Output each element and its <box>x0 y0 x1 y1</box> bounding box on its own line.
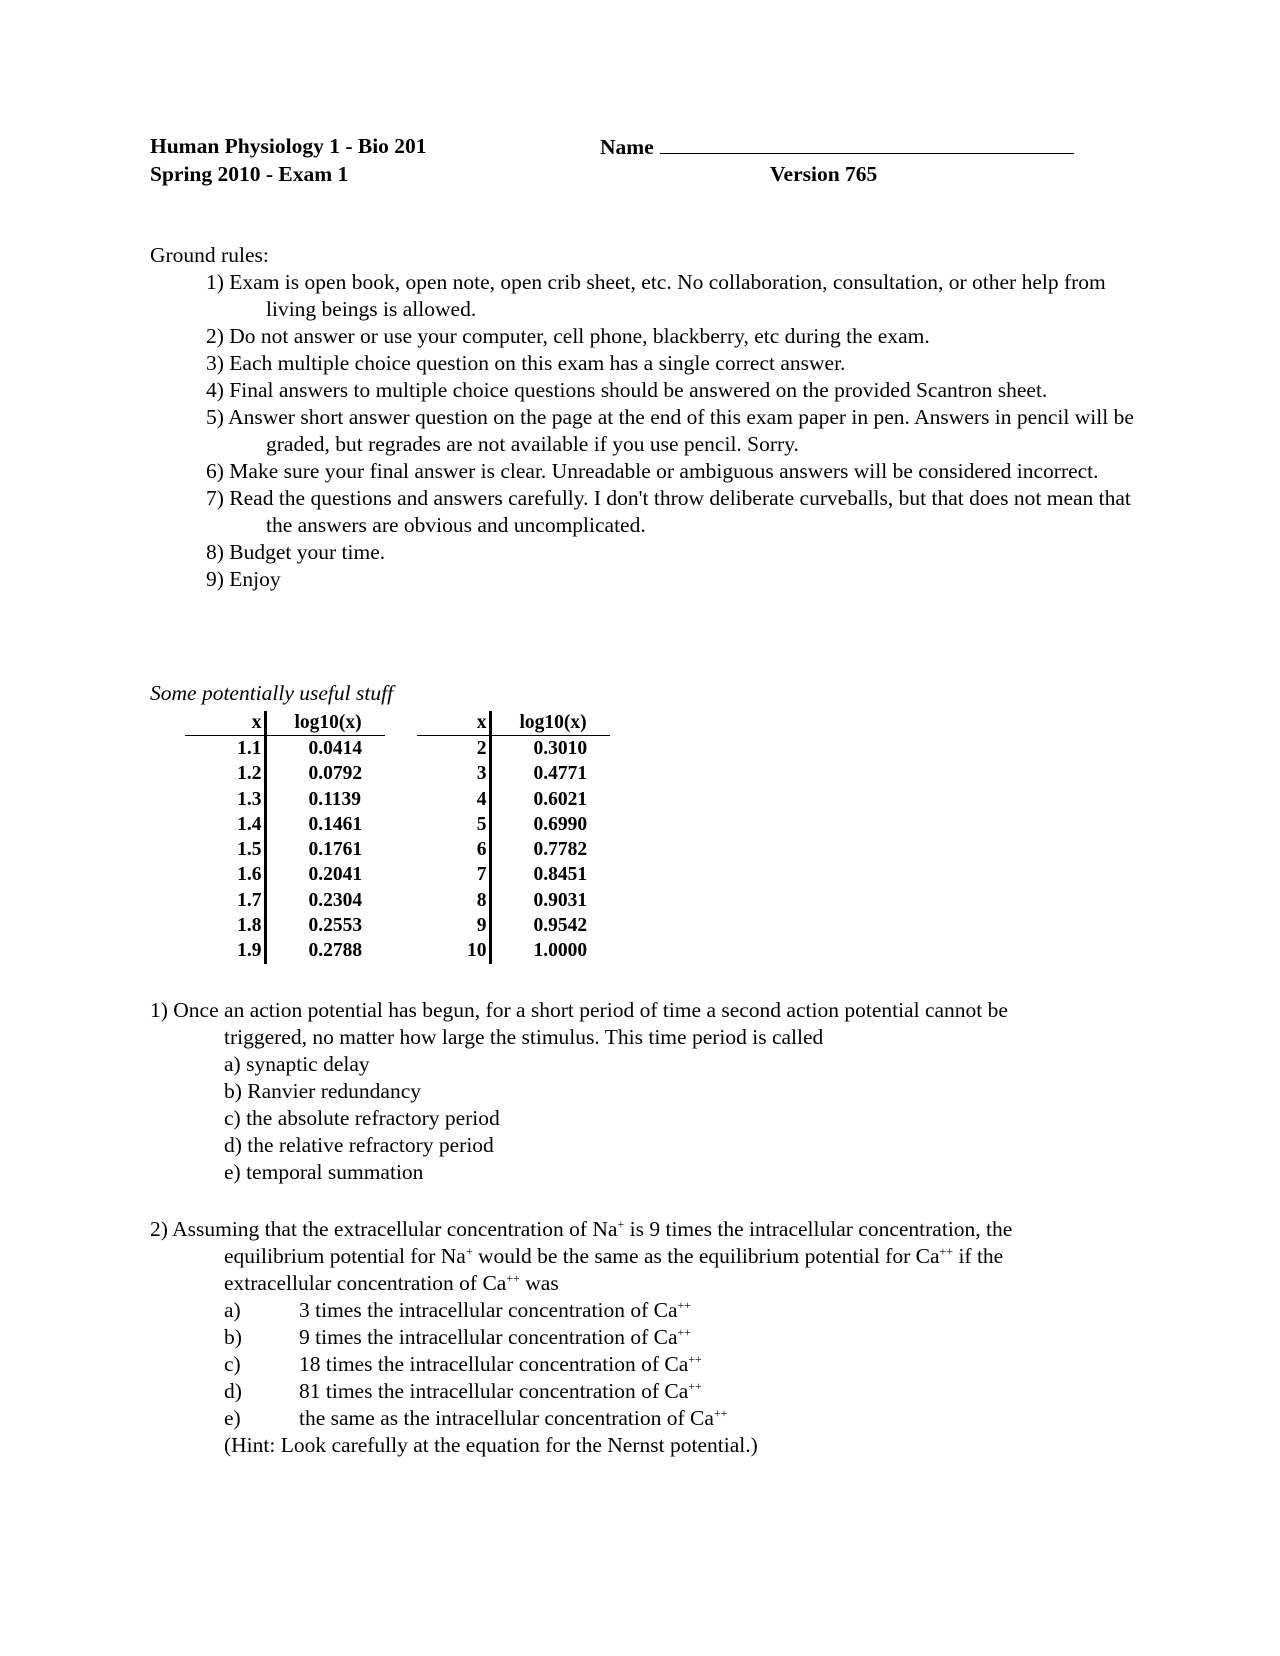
question-2-hint: (Hint: Look carefully at the equation for the Nernst potential.) <box>224 1433 758 1457</box>
course-title: Human Physiology 1 - Bio 201 <box>150 134 427 158</box>
log-table-row <box>417 837 610 862</box>
x-value: 1.3 <box>185 787 265 812</box>
log-table-2 <box>417 711 610 964</box>
rule-2: 2) Do not answer or use your computer, cell phone, blackberry, etc during the exam. <box>206 324 930 348</box>
x-value: 1.2 <box>185 761 265 786</box>
x-value: 8 <box>417 888 490 913</box>
log-table-row <box>417 862 610 887</box>
question-2-option-a: a) 3 times the intracellular concentration of Ca++ <box>224 1297 692 1322</box>
rule-7: 7) Read the questions and answers carefully. I don't throw deliberate curveballs, but that does not mean that the answers are obvious and uncomplicated. <box>206 486 1131 537</box>
name-field <box>600 133 1074 161</box>
log-value: 0.6990 <box>533 813 588 835</box>
ground-rules-title: Ground rules: <box>150 243 269 267</box>
log-table-row <box>417 787 610 812</box>
question-2-option-e: e) the same as the intracellular concentration of Ca++ <box>224 1405 728 1430</box>
log-value: 1.0000 <box>533 940 588 962</box>
question-1-stem-cont: triggered, no matter how large the stimulus. This time period is called <box>224 1025 824 1049</box>
log-table-header <box>417 711 610 736</box>
log-table-row <box>185 862 385 887</box>
question-2-stem-cont-2: extracellular concentration of Ca++ was <box>224 1270 559 1295</box>
log-table-row <box>417 812 610 837</box>
log-table-row <box>185 888 385 913</box>
rule-4: 4) Final answers to multiple choice questions should be answered on the provided Scantron sheet. <box>206 378 1048 402</box>
log-table-row <box>185 812 385 837</box>
log-table-row <box>417 736 610 762</box>
question-1-option-d: d) the relative refractory period <box>224 1133 494 1157</box>
x-value: 3 <box>417 761 490 786</box>
rule-8: 8) Budget your time. <box>206 540 386 564</box>
x-value: 1.9 <box>185 938 265 963</box>
x-value: 1.6 <box>185 862 265 887</box>
x-value: 2 <box>417 736 490 762</box>
log-value: 0.4771 <box>533 763 588 785</box>
log-table-row <box>417 888 610 913</box>
question-2-option-d: d) 81 times the intracellular concentration of Ca++ <box>224 1378 702 1403</box>
question-1 <box>150 997 1150 1186</box>
log-table-row <box>185 938 385 963</box>
question-2-option-b: b) 9 times the intracellular concentration of Ca++ <box>224 1324 692 1349</box>
log-value: 0.9031 <box>533 889 588 911</box>
log-value: 0.9542 <box>533 915 588 937</box>
rule-6: 6) Make sure your final answer is clear. Unreadable or ambiguous answers will be considered incorrect. <box>206 459 1099 483</box>
x-value: 10 <box>417 938 490 963</box>
log-value: 0.7782 <box>533 839 588 861</box>
version-label: Version 765 <box>770 162 878 186</box>
log-value: 0.0414 <box>308 738 363 759</box>
rule-5: 5) Answer short answer question on the page at the end of this exam paper in pen. Answers in pencil will be graded, but regrades are not available if you use pencil. Sorry. <box>206 405 1134 456</box>
log-table-row <box>185 837 385 862</box>
log-value: 0.2788 <box>308 940 363 962</box>
x-value: 4 <box>417 787 490 812</box>
log-table-header <box>185 711 385 736</box>
log-value: 0.0792 <box>308 763 363 785</box>
x-value: 1.5 <box>185 837 265 862</box>
x-value: 6 <box>417 837 490 862</box>
question-1-option-a: a) synaptic delay <box>224 1052 370 1076</box>
question-1-option-b: b) Ranvier redundancy <box>224 1079 422 1103</box>
log-table-row <box>417 913 610 938</box>
x-value: 1.7 <box>185 888 265 913</box>
question-1-stem: 1) Once an action potential has begun, for a short period of time a second action potential cannot be <box>150 998 1008 1022</box>
rule-9: 9) Enjoy <box>206 567 281 591</box>
log-table-row <box>185 761 385 786</box>
x-value: 1.8 <box>185 913 265 938</box>
name-line <box>660 133 1074 154</box>
log-value: 0.1461 <box>308 813 363 835</box>
log-value: 0.2041 <box>308 864 363 886</box>
log-table-row <box>185 913 385 938</box>
log-value: 0.6021 <box>533 788 588 810</box>
log-column-header: log10(x) <box>265 711 385 736</box>
useful-stuff-title: Some potentially useful stuff <box>150 681 394 705</box>
log-table-row <box>417 761 610 786</box>
log-value: 0.8451 <box>533 864 588 886</box>
question-2-stem-cont: equilibrium potential for Na+ would be the same as the equilibrium potential for Ca++ if the <box>224 1243 1004 1268</box>
question-1-option-e: e) temporal summation <box>224 1160 424 1184</box>
x-value: 1.1 <box>185 736 265 762</box>
log-value: 0.3010 <box>533 738 588 759</box>
log-value: 0.2304 <box>308 889 363 911</box>
x-column-header: x <box>185 711 265 736</box>
name-label: Name <box>600 135 654 159</box>
log-value: 0.1761 <box>308 839 363 861</box>
question-2 <box>150 1216 1150 1459</box>
ground-rules <box>150 242 1150 593</box>
question-2-stem: 2) Assuming that the extracellular concentration of Na+ is 9 times the intracellular concentration, the <box>150 1216 1013 1241</box>
log-table-row <box>185 787 385 812</box>
log-table-1 <box>185 711 385 964</box>
rule-1: 1) Exam is open book, open note, open crib sheet, etc. No collaboration, consultation, or other help from living beings is allowed. <box>206 270 1106 321</box>
x-value: 9 <box>417 913 490 938</box>
log-value: 0.1139 <box>308 788 362 810</box>
question-2-option-c: c) 18 times the intracellular concentration of Ca++ <box>224 1351 702 1376</box>
x-value: 1.4 <box>185 812 265 837</box>
rule-3: 3) Each multiple choice question on this exam has a single correct answer. <box>206 351 846 375</box>
log-value: 0.2553 <box>308 915 363 937</box>
log-column-header: log10(x) <box>490 711 610 736</box>
question-1-option-c: c) the absolute refractory period <box>224 1106 500 1130</box>
x-value: 7 <box>417 862 490 887</box>
log-table-row <box>417 938 610 963</box>
x-value: 5 <box>417 812 490 837</box>
x-column-header: x <box>417 711 490 736</box>
log-table-row <box>185 736 385 762</box>
exam-term: Spring 2010 - Exam 1 <box>150 162 349 186</box>
